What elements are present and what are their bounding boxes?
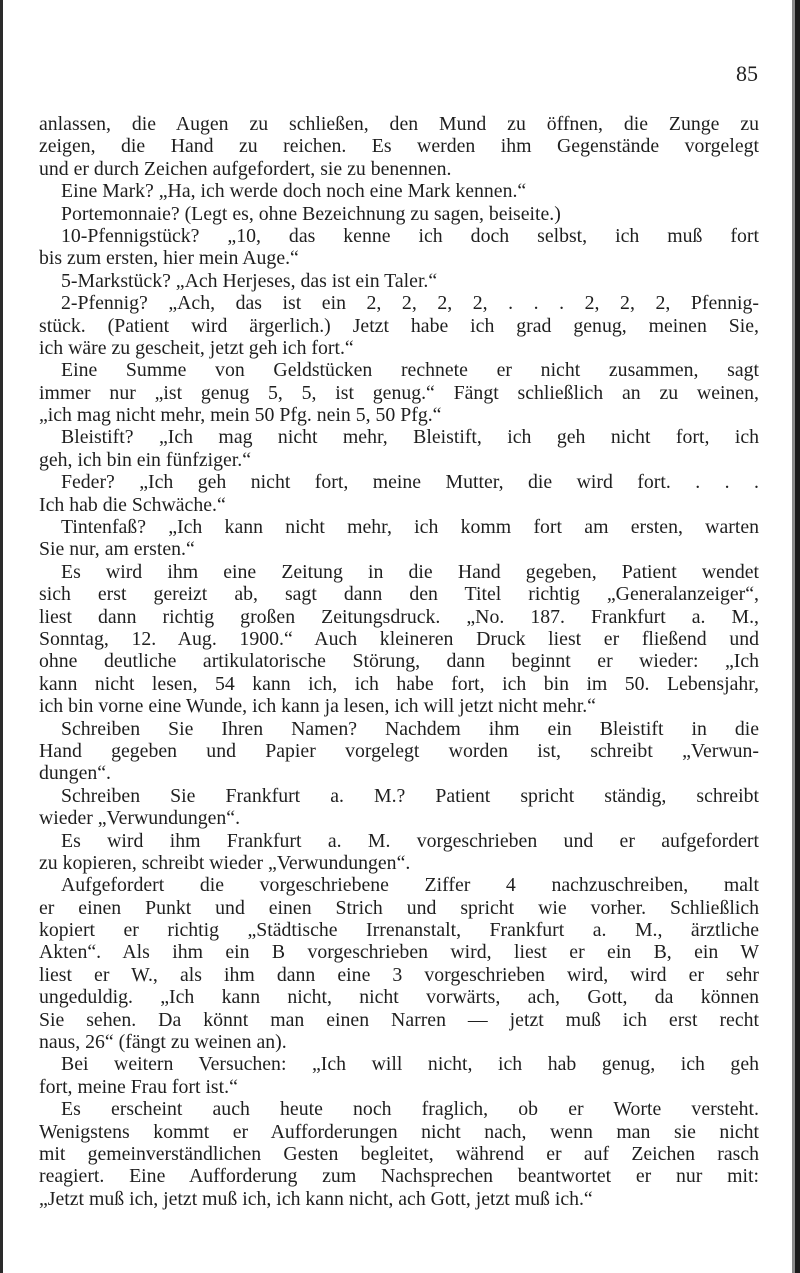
text-line: er einen Punkt und einen Strich und spricht wie vorher. Schließlich [39,896,759,919]
text-line: „ich mag nicht mehr, mein 50 Pfg. nein 5, 50 Pfg.“ [39,404,442,427]
page-right-edge [795,0,800,1273]
text-line: 10-Pfennigstück? „10, das kenne ich doch selbst, ich muß fort [61,224,759,247]
text-line: 2-Pfennig? „Ach, das ist ein 2, 2, 2, 2, . . . 2, 2, 2, Pfennig- [61,292,759,315]
text-line: zu kopieren, schreibt wieder „Verwundungen“. [39,851,411,874]
text-line: liest dann richtig großen Zeitungsdruck. „No. 187. Frankfurt a. M., [39,605,759,628]
text-line: naus, 26“ (fängt zu weinen an). [39,1031,287,1054]
text-line: geh, ich bin ein fünfziger.“ [39,448,252,471]
text-line: Portemonnaie? (Legt es, ohne Bezeichnung zu sagen, beiseite.) [61,202,561,225]
text-line: Bei weitern Versuchen: „Ich will nicht, ich hab genug, ich geh [61,1053,759,1076]
text-line: „Jetzt muß ich, jetzt muß ich, ich kann nicht, ach Gott, jetzt muß ich.“ [39,1187,593,1210]
text-line: ich bin vorne eine Wunde, ich kann ja lesen, ich will jetzt nicht mehr.“ [39,695,596,718]
text-line: Feder? „Ich geh nicht fort, meine Mutter, die wird fort. . . . [61,471,759,494]
text-line: Aufgefordert die vorgeschriebene Ziffer 4 nachzuschreiben, malt [61,874,759,897]
text-line: anlassen, die Augen zu schließen, den Mund zu öffnen, die Zunge zu [39,113,759,135]
text-line: Sie nur, am ersten.“ [39,538,195,561]
text-line: Sie sehen. Da könnt man einen Narren — jetzt muß ich erst recht [39,1008,759,1031]
text-line: Akten“. Als ihm ein B vorgeschrieben wird, liest er ein B, ein W [39,941,759,964]
text-line: stück. (Patient wird ärgerlich.) Jetzt habe ich grad genug, meinen Sie, [39,314,759,337]
text-line: immer nur „ist genug 5, 5, ist genug.“ Fängt schließlich an zu weinen, [39,381,759,404]
text-line: Eine Summe von Geldstücken rechnete er nicht zusammen, sagt [61,359,759,382]
text-line: Es wird ihm Frankfurt a. M. vorgeschrieben und er aufgefordert [61,829,759,852]
text-line: Schreiben Sie Frankfurt a. M.? Patient spricht ständig, schreibt [61,784,759,807]
text-line: ungeduldig. „Ich kann nicht, nicht vorwärts, ach, Gott, da können [39,986,759,1009]
text-line: kopiert er richtig „Städtische Irrenanstalt, Frankfurt a. M., ärztliche [39,919,759,942]
text-line: ohne deutliche artikulatorische Störung, dann beginnt er wieder: „Ich [39,650,759,673]
text-line: Tintenfaß? „Ich kann nicht mehr, ich komm fort am ersten, warten [61,516,759,539]
text-line: kann nicht lesen, 54 kann ich, ich habe fort, ich bin im 50. Lebensjahr, [39,672,759,695]
text-line: bis zum ersten, hier mein Auge.“ [39,247,299,270]
text-line: und er durch Zeichen aufgefordert, sie zu benennen. [39,157,452,180]
text-line: wieder „Verwundungen“. [39,807,241,830]
text-line: 5-Markstück? „Ach Herjeses, das ist ein Taler.“ [61,269,438,292]
text-line: Wenigstens kommt er Aufforderungen nicht nach, wenn man sie nicht [39,1120,759,1143]
text-line: zeigen, die Hand zu reichen. Es werden ihm Gegenstände vorgelegt [39,135,759,158]
text-line: mit gemeinverständlichen Gesten begleitet, während er auf Zeichen rasch [39,1142,759,1165]
text-line: Hand gegeben und Papier vorgelegt worden ist, schreibt „Verwun- [39,739,759,762]
page-left-edge [0,0,3,1273]
body-text [39,113,759,1210]
text-line: reagiert. Eine Aufforderung zum Nachsprechen beantwortet er nur mit: [39,1165,759,1188]
text-line: Sonntag, 12. Aug. 1900.“ Auch kleineren Druck liest er fließend und [39,627,759,650]
text-line: dungen“. [39,762,111,785]
text-line: sich erst gereizt ab, sagt dann den Titel richtig „Generalanzeiger“, [39,583,759,606]
text-line: Schreiben Sie Ihren Namen? Nachdem ihm ein Bleistift in die [61,717,759,740]
text-line: ich wäre zu gescheit, jetzt geh ich fort.“ [39,336,354,359]
text-line: Es wird ihm eine Zeitung in die Hand gegeben, Patient wendet [61,560,759,583]
page-number: 85 [736,61,758,86]
text-line: fort, meine Frau fort ist.“ [39,1075,238,1098]
text-line: Eine Mark? „Ha, ich werde doch noch eine Mark kennen.“ [61,180,527,203]
text-line: liest er W., als ihm dann eine 3 vorgeschrieben wird, wird er sehr [39,963,759,986]
text-line: Es erscheint auch heute noch fraglich, ob er Worte versteht. [61,1098,759,1121]
text-line: Bleistift? „Ich mag nicht mehr, Bleistift, ich geh nicht fort, ich [61,426,759,449]
text-line: Ich hab die Schwäche.“ [39,493,226,516]
